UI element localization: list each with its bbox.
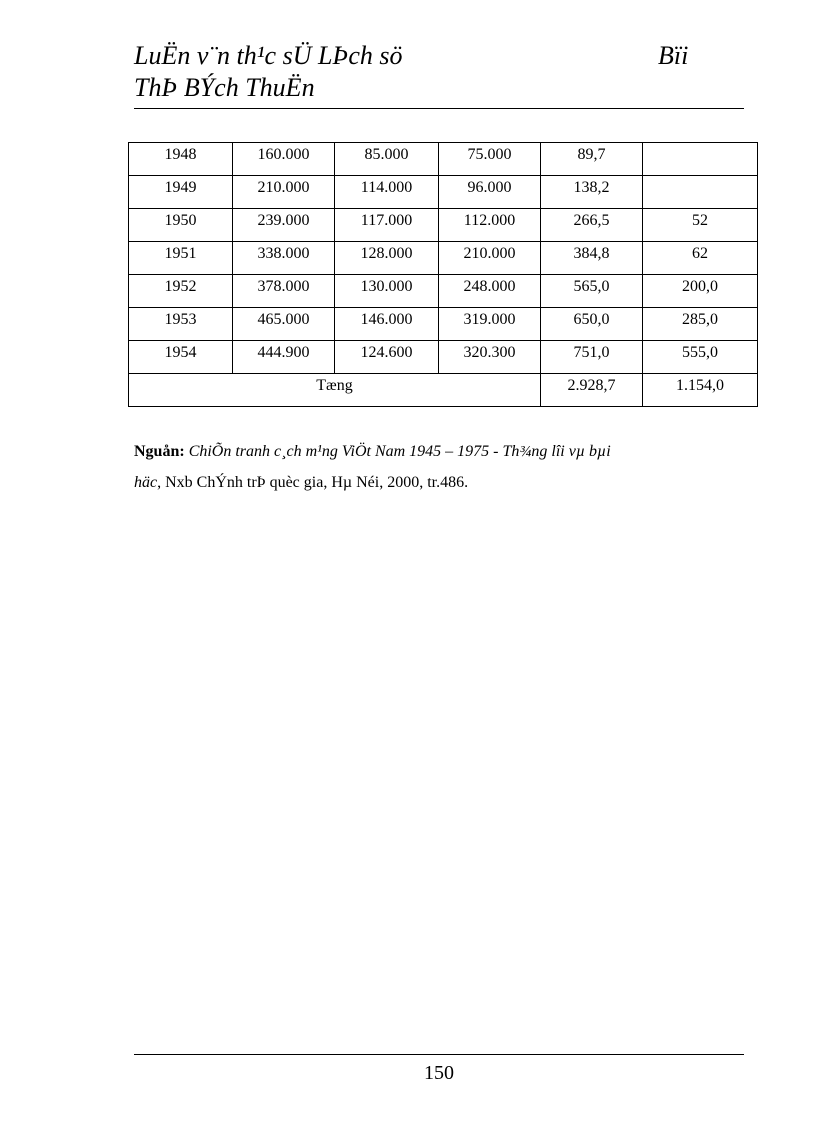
table-cell: 320.300 — [439, 341, 541, 374]
table-cell: 285,0 — [643, 308, 758, 341]
table-cell: 200,0 — [643, 275, 758, 308]
header-rule — [134, 108, 744, 109]
table-row — [129, 275, 758, 308]
table-cell: 1949 — [129, 176, 233, 209]
table-row — [129, 308, 758, 341]
table-row — [129, 341, 758, 374]
table-cell: 338.000 — [233, 242, 335, 275]
table-cell: 112.000 — [439, 209, 541, 242]
table-cell: 1951 — [129, 242, 233, 275]
table-cell: 444.900 — [233, 341, 335, 374]
data-table — [128, 142, 758, 407]
table-cell — [643, 143, 758, 176]
table-cell: 319.000 — [439, 308, 541, 341]
table-cell: 146.000 — [335, 308, 439, 341]
header-title-line1: LuËn v¨n th¹c sÜ LÞch sö — [134, 41, 403, 70]
table-cell: 1952 — [129, 275, 233, 308]
table-cell: 85.000 — [335, 143, 439, 176]
header-title — [134, 40, 614, 104]
table-cell: 384,8 — [541, 242, 643, 275]
table-row — [129, 209, 758, 242]
table-cell: 138,2 — [541, 176, 643, 209]
table-cell: 650,0 — [541, 308, 643, 341]
table-cell: 1953 — [129, 308, 233, 341]
table-cell: 378.000 — [233, 275, 335, 308]
footer-rule — [134, 1054, 744, 1055]
table-cell: 555,0 — [643, 341, 758, 374]
table-cell: 117.000 — [335, 209, 439, 242]
table-cell: 565,0 — [541, 275, 643, 308]
table-cell: 96.000 — [439, 176, 541, 209]
header-title-line2: ThÞ BÝch ThuËn — [134, 73, 315, 102]
table-cell: 1948 — [129, 143, 233, 176]
table-cell: 62 — [643, 242, 758, 275]
table-cell: 114.000 — [335, 176, 439, 209]
table-cell: 124.600 — [335, 341, 439, 374]
total-label: Tæng — [129, 374, 541, 407]
source-title: ChiÕn tranh c¸ch m¹ng ViÖt Nam 1945 – 1975 - Th¾ng lîi vµ bµi — [188, 443, 611, 460]
table-cell: 89,7 — [541, 143, 643, 176]
table-row — [129, 242, 758, 275]
table-cell: 266,5 — [541, 209, 643, 242]
table-cell: 248.000 — [439, 275, 541, 308]
table-cell: 751,0 — [541, 341, 643, 374]
total-col5: 2.928,7 — [541, 374, 643, 407]
table-cell: 210.000 — [233, 176, 335, 209]
header-author: Bïi — [658, 41, 689, 70]
table-cell: 239.000 — [233, 209, 335, 242]
table-cell: 130.000 — [335, 275, 439, 308]
source-title-cont: häc — [134, 474, 158, 491]
table-cell: 1954 — [129, 341, 233, 374]
table-row — [129, 143, 758, 176]
table-cell: 75.000 — [439, 143, 541, 176]
source-citation — [134, 436, 744, 498]
table-cell: 52 — [643, 209, 758, 242]
table-cell: 128.000 — [335, 242, 439, 275]
table-row — [129, 176, 758, 209]
total-col6: 1.154,0 — [643, 374, 758, 407]
page-number: 150 — [424, 1062, 454, 1084]
table-cell: 160.000 — [233, 143, 335, 176]
table-cell: 1950 — [129, 209, 233, 242]
table-cell: 210.000 — [439, 242, 541, 275]
table-total-row — [129, 374, 758, 407]
table-cell: 465.000 — [233, 308, 335, 341]
source-publisher: , Nxb ChÝnh trÞ quèc gia, Hµ Néi, 2000, tr.486. — [157, 474, 469, 491]
table-cell — [643, 176, 758, 209]
source-label: Nguån: — [134, 443, 185, 460]
